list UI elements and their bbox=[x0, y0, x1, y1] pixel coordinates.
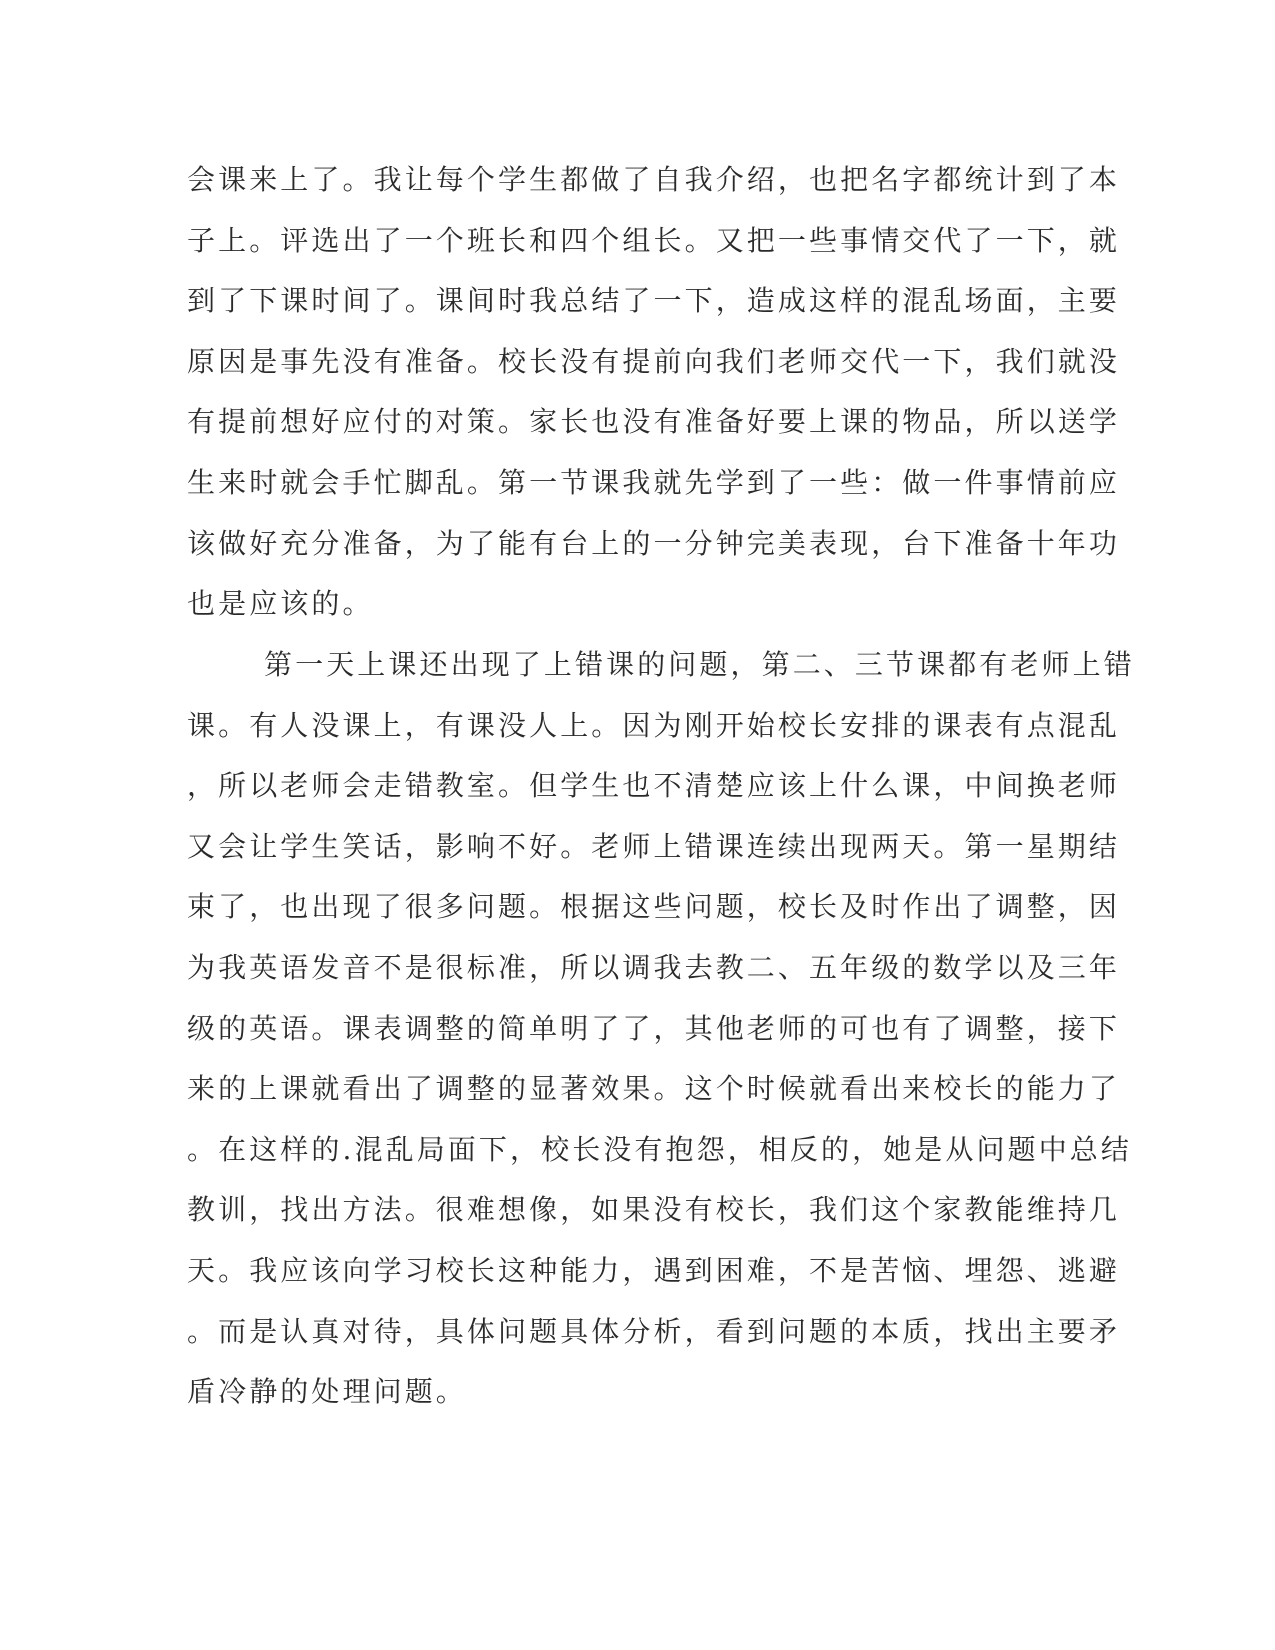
paragraph-1-line: 到了下课时间了。课间时我总结了一下，造成这样的混乱场面，主要 bbox=[187, 284, 1121, 318]
paragraph-1-line: 有提前想好应付的对策。家长也没有准备好要上课的物品，所以送学 bbox=[187, 405, 1121, 439]
paragraph-2-line: 。在这样的.混乱局面下，校长没有抱怨，相反的，她是从问题中总结 bbox=[187, 1132, 1133, 1166]
paragraph-2-line: 为我英语发音不是很标准，所以调我去教二、五年级的数学以及三年 bbox=[187, 950, 1121, 984]
paragraph-2-line: 。而是认真对待，具体问题具体分析，看到问题的本质，找出主要矛 bbox=[187, 1314, 1121, 1348]
paragraph-2 bbox=[187, 635, 1135, 1423]
paragraph-1-line: 生来时就会手忙脚乱。第一节课我就先学到了一些：做一件事情前应 bbox=[187, 465, 1121, 499]
paragraph-2-line: 课。有人没课上，有课没人上。因为刚开始校长安排的课表有点混乱 bbox=[187, 708, 1121, 742]
paragraph-1-line: 也是应该的。 bbox=[187, 587, 374, 621]
paragraph-2-line: 教训，找出方法。很难想像，如果没有校长，我们这个家教能维持几 bbox=[187, 1193, 1121, 1227]
paragraph-1-line: 子上。评选出了一个班长和四个组长。又把一些事情交代了一下，就 bbox=[187, 223, 1121, 257]
paragraph-2-line: 级的英语。课表调整的简单明了了，其他老师的可也有了调整，接下 bbox=[187, 1011, 1121, 1045]
paragraph-1-line: 会课来上了。我让每个学生都做了自我介绍，也把名字都统计到了本 bbox=[187, 163, 1121, 196]
paragraph-2-first-line: 第一天上课还出现了上错课的问题，第二、三节课都有老师上错 bbox=[264, 648, 1135, 681]
paragraph-2-line: 束了，也出现了很多问题。根据这些问题，校长及时作出了调整，因 bbox=[187, 890, 1121, 924]
paragraph-2-line: 盾冷静的处理问题。 bbox=[187, 1375, 467, 1409]
paragraph-1-line: 该做好充分准备，为了能有台上的一分钟完美表现，台下准备十年功 bbox=[187, 526, 1121, 560]
paragraph-1-line: 原因是事先没有准备。校长没有提前向我们老师交代一下，我们就没 bbox=[187, 344, 1121, 378]
paragraph-2-line: 天。我应该向学习校长这种能力，遇到困难，不是苦恼、埋怨、逃避 bbox=[187, 1253, 1121, 1287]
paragraph-2-line: 来的上课就看出了调整的显著效果。这个时候就看出来校长的能力了 bbox=[187, 1072, 1121, 1106]
paragraph-2-line: 又会让学生笑话，影响不好。老师上错课连续出现两天。第一星期结 bbox=[187, 829, 1121, 863]
paragraph-2-line: ，所以老师会走错教室。但学生也不清楚应该上什么课，中间换老师 bbox=[187, 769, 1121, 803]
paragraph-1 bbox=[187, 150, 1121, 635]
